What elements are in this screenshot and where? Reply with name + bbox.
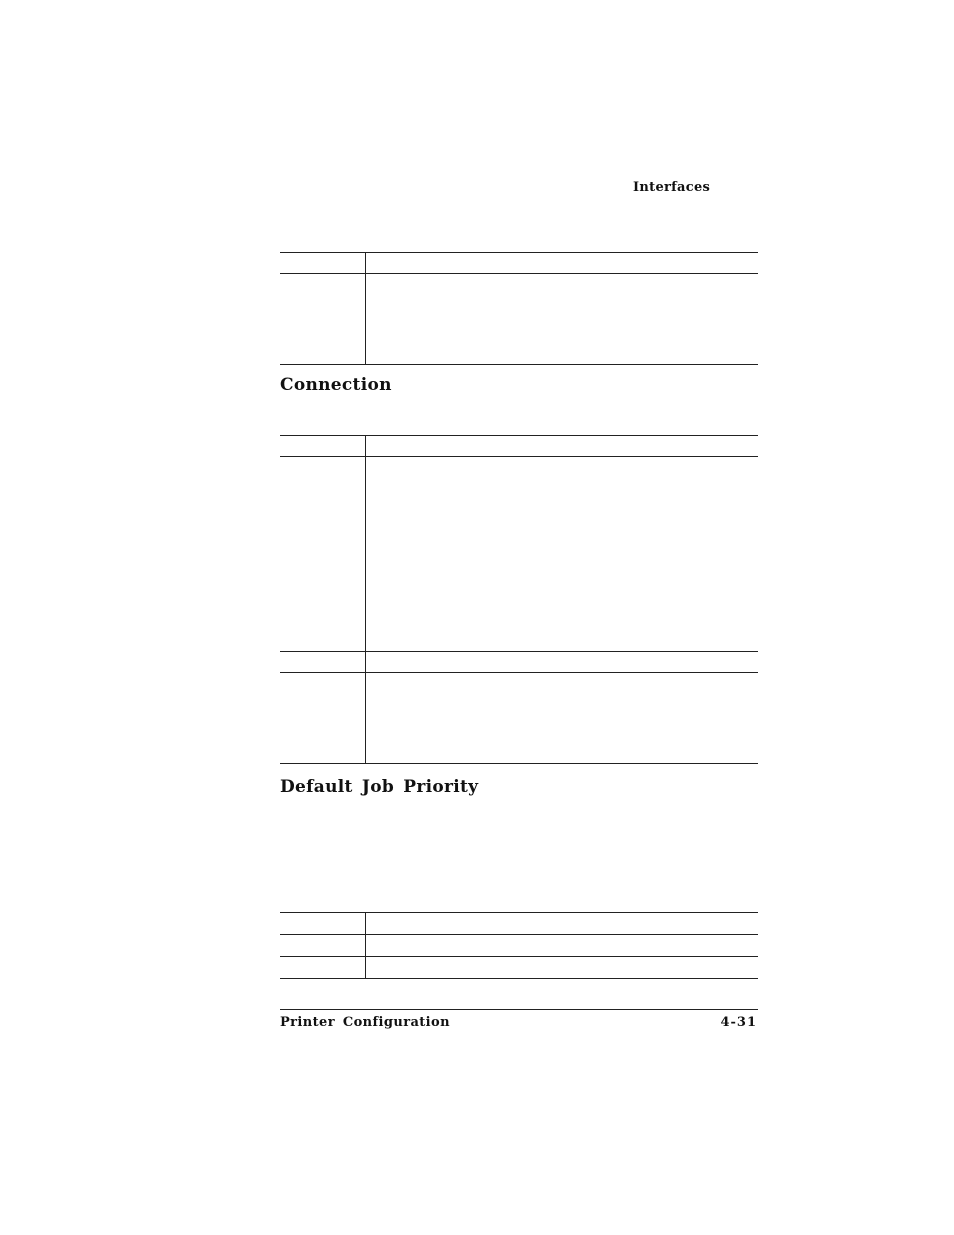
footer-chapter-title: Printer Configuration: [280, 1015, 450, 1030]
settings-table-1: [280, 252, 758, 366]
table-rule: [280, 273, 758, 274]
table-rule: [280, 934, 758, 935]
table-rule: [280, 252, 758, 253]
settings-table-3: [280, 912, 758, 980]
table-rule: [280, 364, 758, 365]
table-rule: [280, 435, 758, 436]
footer-page-number: 4-31: [720, 1015, 757, 1030]
footer-rule: [280, 1009, 758, 1010]
settings-table-2: [280, 435, 758, 767]
column-divider: [365, 435, 366, 763]
table-rule: [280, 978, 758, 979]
table-rule: [280, 456, 758, 457]
table-rule: [280, 912, 758, 913]
table-rule: [280, 651, 758, 652]
running-head: Interfaces: [633, 180, 711, 195]
column-divider: [365, 252, 366, 364]
table-rule: [280, 672, 758, 673]
table-rule: [280, 956, 758, 957]
section-heading-connection: Connection: [280, 375, 392, 395]
column-divider: [365, 912, 366, 978]
section-heading-default-job-priority: Default Job Priority: [280, 777, 479, 797]
table-rule: [280, 763, 758, 764]
